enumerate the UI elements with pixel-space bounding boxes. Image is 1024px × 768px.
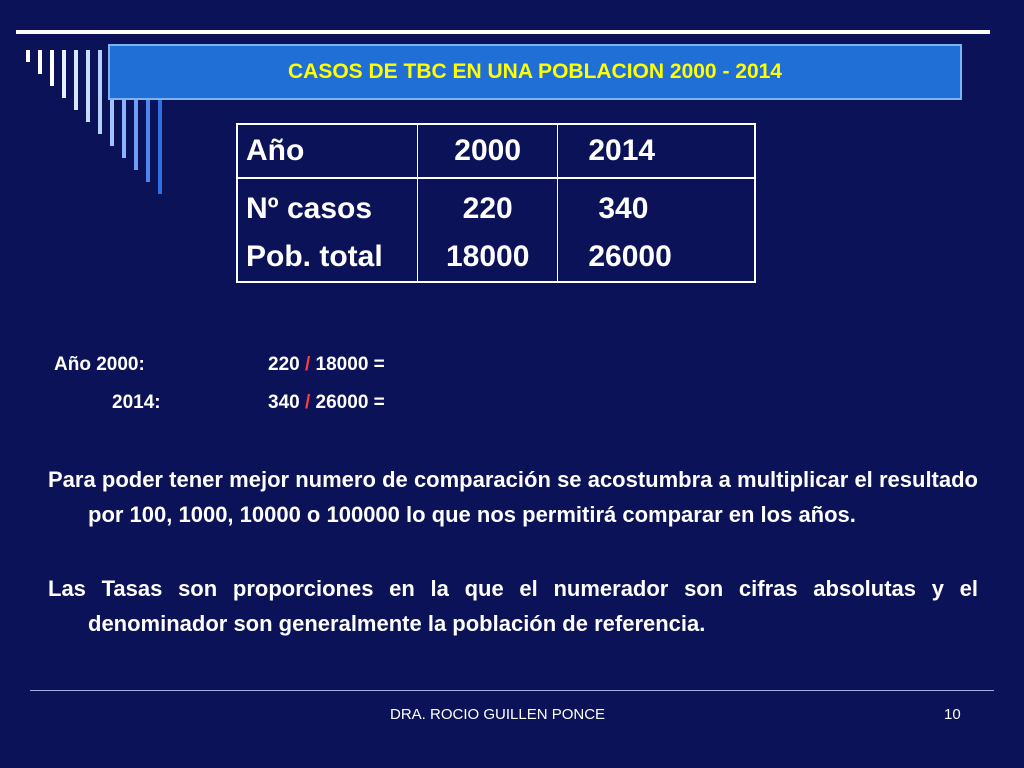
table-row xyxy=(237,233,755,282)
table-cell: 220 xyxy=(418,178,558,233)
title-box xyxy=(108,44,962,100)
calc-slash: / xyxy=(304,354,311,375)
table-header-cell: 2014 xyxy=(558,124,755,178)
calc-expression xyxy=(268,354,385,376)
cases-table xyxy=(236,123,756,283)
page-number: 10 xyxy=(944,706,961,723)
calc-denominator: 18000 = xyxy=(315,354,385,375)
calc-slash: / xyxy=(304,392,311,413)
table-cell: 340 xyxy=(558,178,755,233)
table-cell: Nº casos xyxy=(237,178,418,233)
calc-label: 2014: xyxy=(112,392,161,413)
paragraph: Las Tasas son proporciones en la que el numerador son cifras absolutas y el denominador son generalmente la población de referencia. xyxy=(48,576,978,636)
footer-author: DRA. ROCIO GUILLEN PONCE xyxy=(390,706,606,723)
calc-denominator: 26000 = xyxy=(315,392,385,413)
table-header-row xyxy=(237,124,755,178)
table-cell: 26000 xyxy=(558,233,755,282)
slide-title: CASOS DE TBC EN UNA POBLACION 2000 - 2014 xyxy=(287,60,782,83)
paragraph: Para poder tener mejor numero de comparación se acostumbra a multiplicar el resultado por 100, 1000, 10000 o 100000 lo que nos permitirá comparar en los años. xyxy=(48,467,978,527)
table-cell: 18000 xyxy=(418,233,558,282)
calc-label: Año 2000: xyxy=(54,354,145,375)
calc-numerator: 220 xyxy=(268,354,300,375)
table-header-cell: Año xyxy=(237,124,418,178)
top-rule xyxy=(16,30,990,34)
calc-expression xyxy=(268,392,385,414)
footer-rule xyxy=(30,690,994,691)
table-row xyxy=(237,178,755,233)
table-cell: Pob. total xyxy=(237,233,418,282)
table-header-cell: 2000 xyxy=(418,124,558,178)
calc-numerator: 340 xyxy=(268,392,300,413)
